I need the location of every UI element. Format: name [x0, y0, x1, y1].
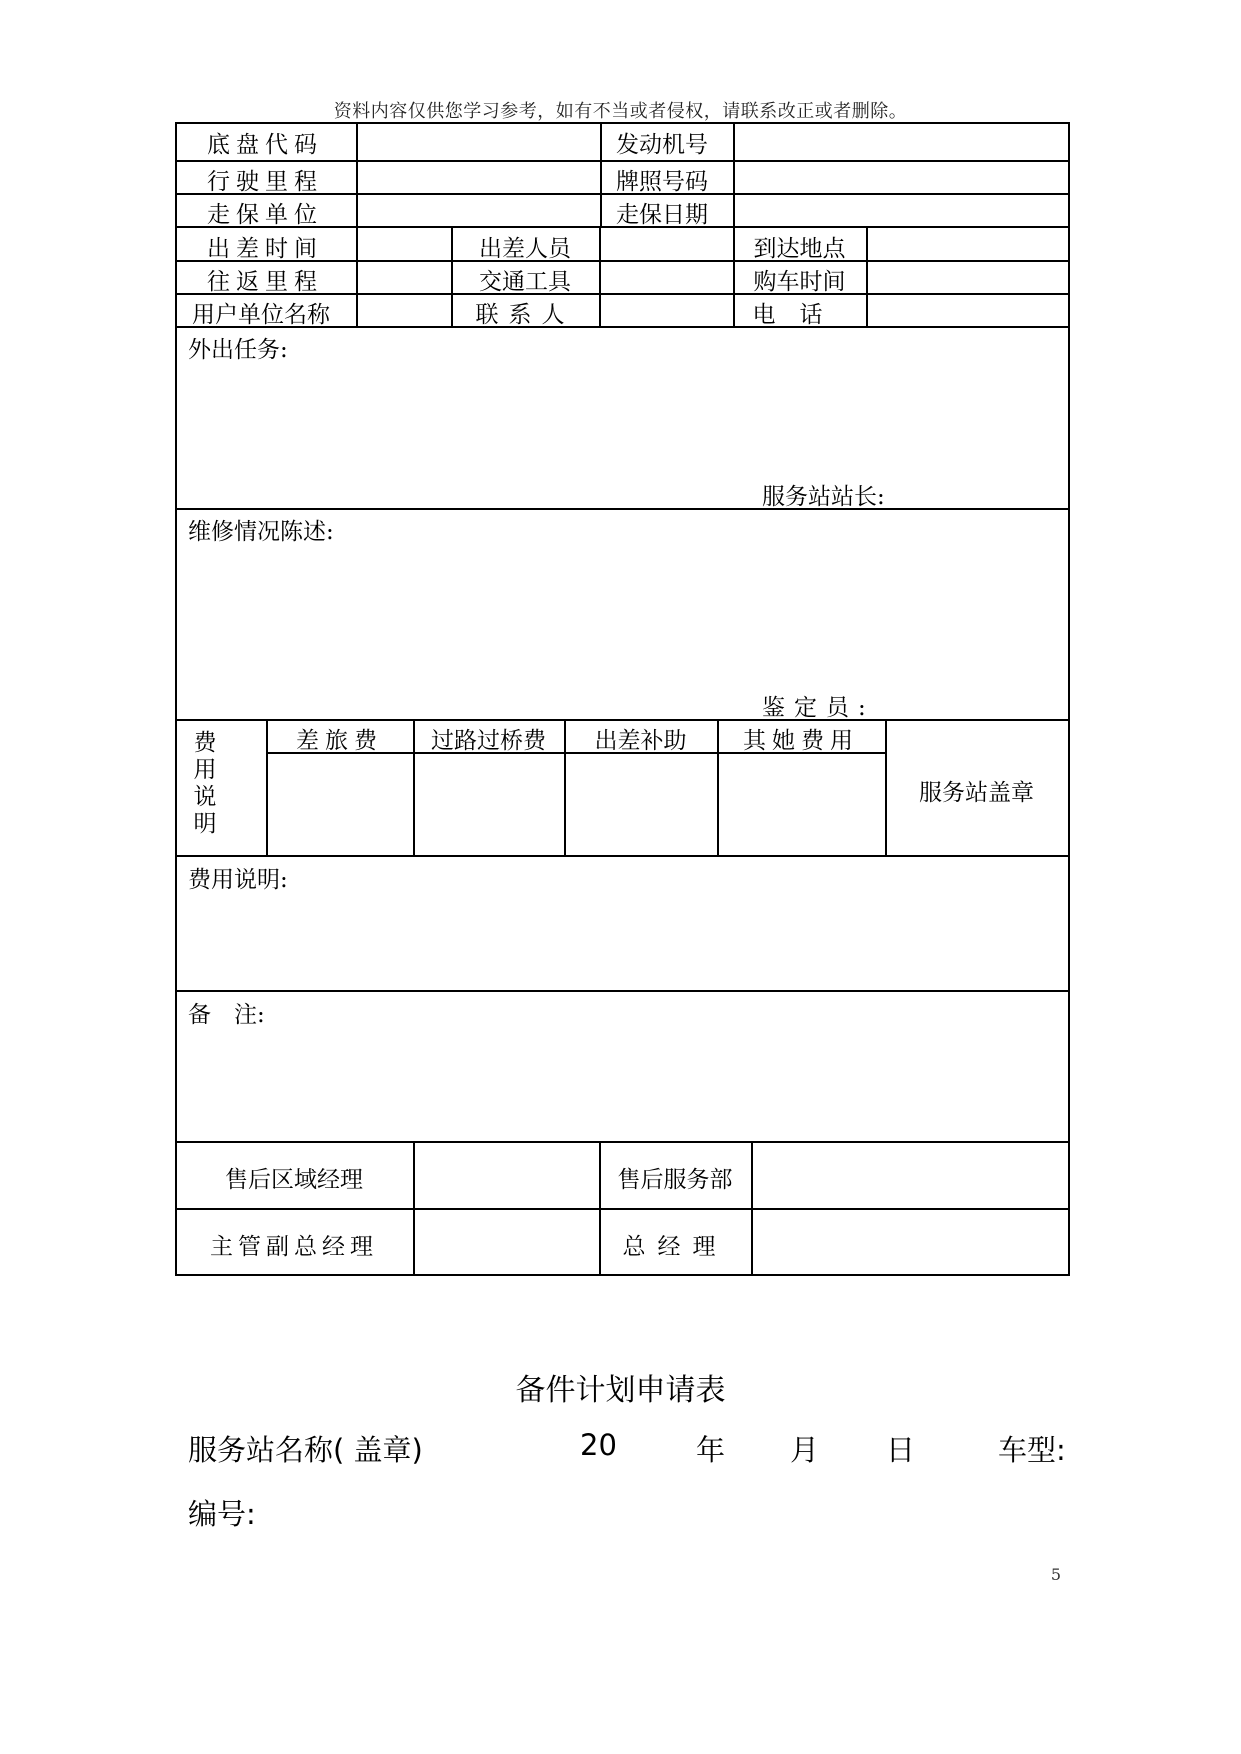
label-repair: 维修情况陈述:: [188, 519, 334, 545]
plan-station-name: 服务站名称( 盖章): [188, 1433, 423, 1467]
label-trip-time: 出差时间: [207, 236, 323, 262]
label-deputy-gm: 主管副总经理: [210, 1234, 378, 1260]
label-appraiser: 鉴定员:: [762, 695, 875, 721]
plan-month: 月: [790, 1433, 820, 1467]
plan-model: 车型:: [998, 1433, 1066, 1467]
label-task: 外出任务:: [188, 337, 288, 363]
label-purchase-time: 购车时间: [753, 269, 846, 295]
fee-col-travel: 差旅费: [296, 728, 383, 754]
plan-number: 编号:: [188, 1497, 256, 1531]
plan-title: 备件计划申请表: [515, 1373, 726, 1408]
label-station-master: 服务站站长:: [762, 484, 885, 510]
label-round-trip-mileage: 往返里程: [207, 269, 323, 295]
label-warranty-unit: 走保单位: [207, 202, 323, 228]
fee-col-other: 其她费用: [743, 728, 859, 754]
plan-day: 日: [886, 1433, 916, 1467]
label-plate-no: 牌照号码: [616, 169, 708, 195]
label-remarks: 备 注:: [188, 1002, 265, 1028]
label-warranty-date: 走保日期: [616, 202, 708, 228]
fee-side-label: 费用说明: [193, 730, 217, 837]
label-regional-manager: 售后区域经理: [225, 1167, 363, 1193]
fee-col-allowance: 出差补助: [594, 728, 687, 754]
label-service-dept: 售后服务部: [617, 1167, 733, 1193]
station-seal: 服务站盖章: [919, 780, 1034, 806]
label-arrival-place: 到达地点: [753, 236, 846, 262]
label-chassis-code: 底盘代码: [207, 132, 323, 158]
label-trip-staff: 出差人员: [479, 236, 571, 262]
label-phone: 电话: [752, 302, 847, 328]
label-customer-unit: 用户单位名称: [192, 302, 330, 328]
label-gm: 总经理: [622, 1234, 728, 1260]
label-contact: 联系人: [475, 302, 575, 328]
plan-year-prefix: 20: [580, 1428, 617, 1462]
label-engine-no: 发动机号: [616, 132, 708, 158]
label-fee-note: 费用说明:: [188, 867, 288, 893]
plan-year: 年: [696, 1433, 726, 1467]
page-number: 5: [1050, 1565, 1061, 1584]
fee-col-toll: 过路过桥费: [431, 728, 546, 754]
header-note: 资料内容仅供您学习参考，如有不当或者侵权，请联系改正或者删除。: [333, 101, 908, 122]
label-transport: 交通工具: [479, 269, 571, 295]
label-mileage: 行驶里程: [207, 169, 323, 195]
